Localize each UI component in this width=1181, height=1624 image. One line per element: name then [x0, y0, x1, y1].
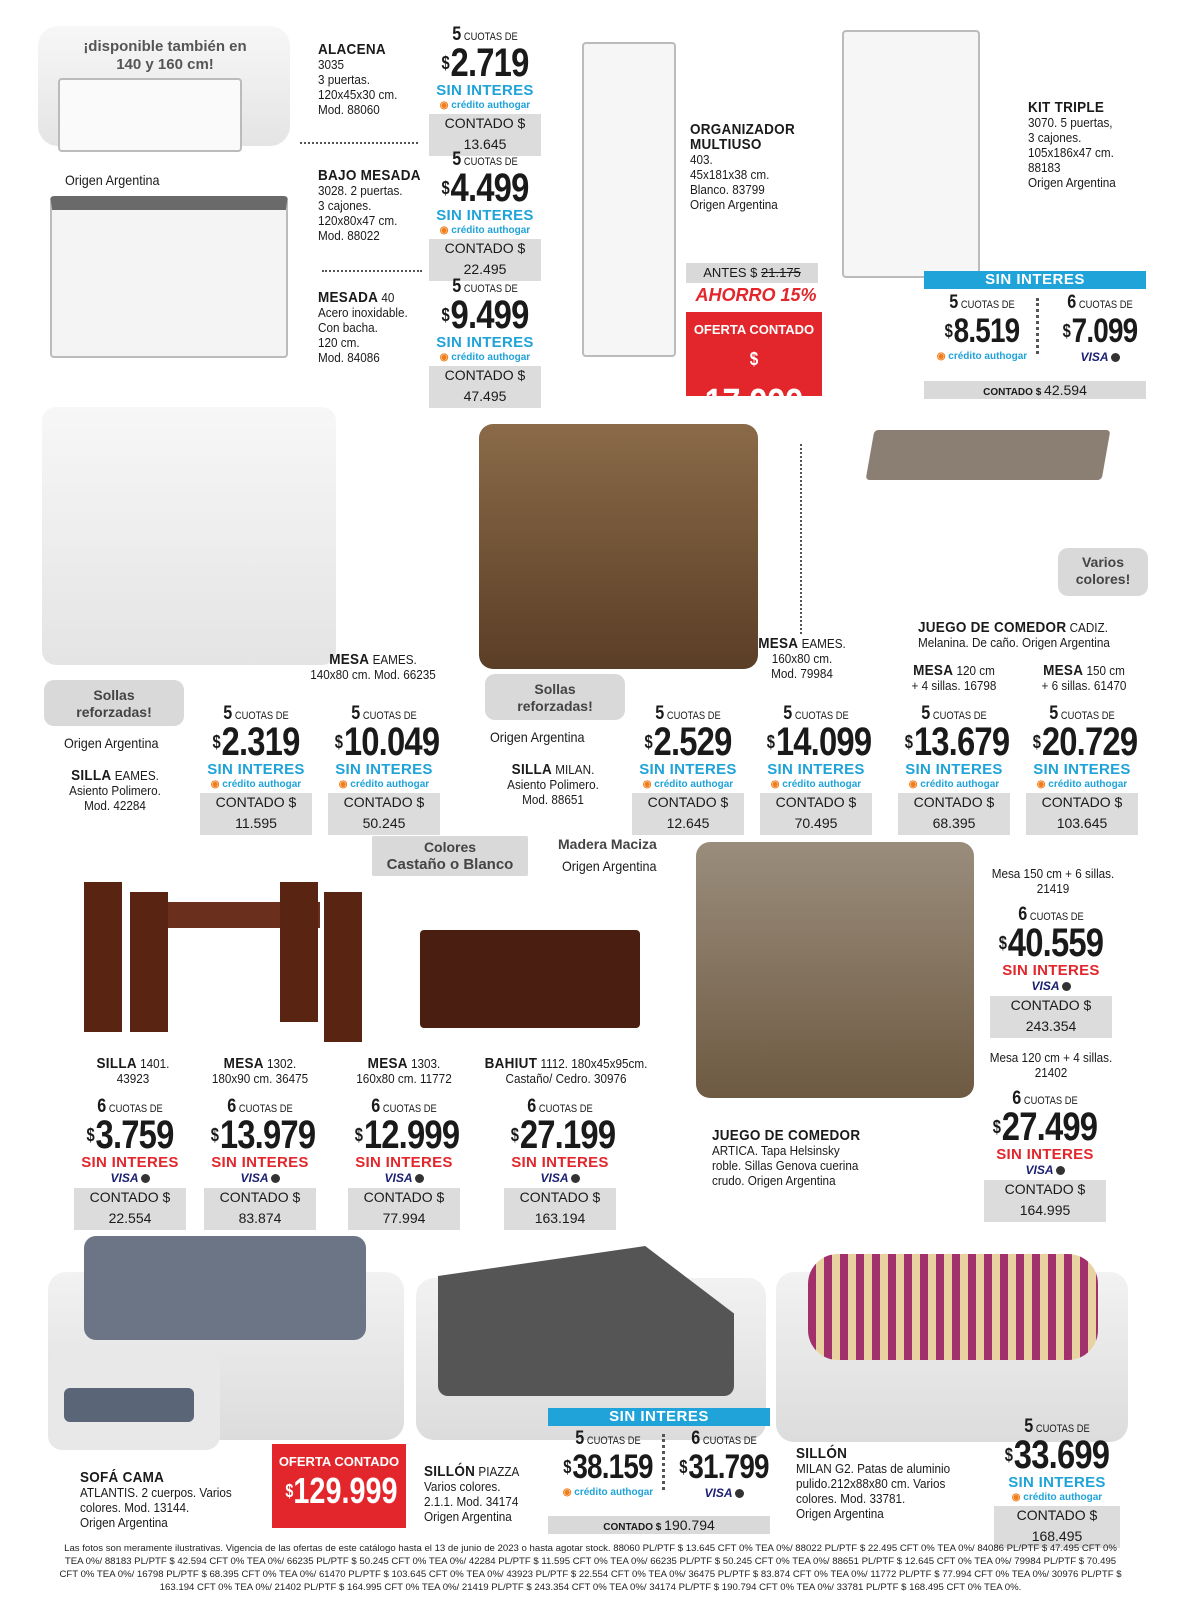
cadiz-price-120: 5 CUOTAS DE $13.679 SIN INTERES ◉ crédito authogar CONTADO $ 68.395 [894, 707, 1014, 835]
wood-madera-maciza: Madera Maciza [558, 836, 657, 852]
divider [1036, 298, 1039, 354]
piazza-contado: CONTADO $ 190.794 [548, 1516, 770, 1534]
kit-contado: CONTADO $ 42.594 [924, 381, 1146, 399]
kit-triple-info: KIT TRIPLE 3070. 5 puertas, 3 cajones. 105x186x47 cm. 88183 Origen Argentina [1028, 99, 1116, 190]
cadiz-mesa150: MESA 150 cm + 6 sillas. 61470 [1041, 662, 1127, 693]
divider [322, 270, 422, 272]
mesada-info: MESADA 40 Acero inoxidable. Con bacha. 120 cm. Mod. 84086 [318, 289, 408, 365]
organizador-info: ORGANIZADOR MULTIUSO 403. 45x181x38 cm. Blanco. 83799 Origen Argentina [690, 121, 795, 212]
bahiut-info: BAHIUT 1112. 180x45x95cm. Castaño/ Cedro. 30976 [484, 1055, 648, 1086]
artica-option-150: Mesa 150 cm + 6 sillas. 21419 [991, 866, 1115, 896]
cadiz-badge: Varios colores! [1058, 548, 1148, 596]
bajo-mesada-price: 5 CUOTAS DE $4.499 SIN INTERES ◉ crédito authogar CONTADO $ 22.495 [425, 153, 545, 281]
organizador-oferta: OFERTA CONTADO $ 17.999 [686, 312, 822, 396]
legal-footer: Las fotos son meramente ilustrativas. Vigencia de las ofertas de este catálogo hasta el 13 de junio de 2023 o hasta agotar stock. 88060 PL/PTF $ 13.645 CFT 0% TEA 0%/ 88022 PL/PTF $ 22.495 CFT 0% TEA 0%/ 84086 PL/PTF $ 47.495 CFT 0% TEA 0%/ 88183 PL/PTF $ 42.594 CFT 0% TEA 0%/ 66235 PL/PTF $ 50.245 CFT 0% TEA 0%/ 42284 PL/PTF $ 11.595 CFT 0% TEA 0%/ 66235 PL/PTF $ 50.245 CFT 0% TEA 0%/ 88651 PL/PTF $ 12.645 CFT 0% TEA 0%/ 79984 PL/PTF $ 70.495 CFT 0% TEA 0%/ 16798 PL/PTF $ 68.395 CFT 0% TEA 0%/ 61470 PL/PTF $ 103.645 CFT 0% TEA 0%/ 43923 PL/PTF $ 22.554 CFT 0% TEA 0%/ 36475 PL/PTF $ 83.874 CFT 0% TEA 0%/ 11772 PL/PTF $ 77.994 CFT 0% TEA 0%/ 30976 PL/PTF $ 163.194 CFT 0% TEA 0%/ 21402 PL/PTF $ 164.995 CFT 0% TEA 0%/ 21419 PL/PTF $ 243.354 CFT 0% TEA 0%/ 34174 PL/PTF $ 190.794 CFT 0% TEA 0%/ 33781 PL/PTF $ 168.495 CFT 0% TEA 0%. [59, 1543, 1122, 1593]
organizador-antes: ANTES $ 21.175 [686, 263, 818, 283]
mesada-price: 5 CUOTAS DE $9.499 SIN INTERES ◉ crédito authogar CONTADO $ 47.495 [425, 280, 545, 408]
cadiz-table-image [866, 430, 1111, 480]
eames160-price-silla: 5 CUOTAS DE $2.529 SIN INTERES ◉ crédito authogar CONTADO $ 12.645 [628, 707, 748, 835]
eames160-badge: Sollas reforzadas! [485, 674, 625, 720]
eames140-origin: Origen Argentina [64, 735, 159, 751]
milan-sofa-image [808, 1254, 1098, 1360]
mesa1302-info: MESA 1302. 180x90 cm. 36475 [211, 1055, 309, 1086]
eames160-mesa-info: MESA EAMES. 160x80 cm. Mod. 79984 [758, 635, 846, 681]
wood-origin: Origen Argentina [562, 858, 657, 874]
kit-sin-interes-bar: SIN INTERES [924, 271, 1146, 289]
bahiut-price: 6 CUOTAS DE $27.199 SIN INTERES VISA CONTADO $ 163.194 [500, 1100, 620, 1230]
divider [800, 444, 802, 634]
kit-triple-image [842, 30, 980, 278]
cadiz-price-150: 5 CUOTAS DE $20.729 SIN INTERES ◉ crédito authogar CONTADO $ 103.645 [1022, 707, 1142, 835]
eames160-price-mesa: 5 CUOTAS DE $14.099 SIN INTERES ◉ crédito authogar CONTADO $ 70.495 [756, 707, 876, 835]
alacena-available-badge: ¡disponible también en 140 y 160 cm! [83, 38, 247, 73]
eames140-photo [42, 407, 336, 665]
organizador-image [582, 42, 676, 357]
alacena-price: 5 CUOTAS DE $2.719 SIN INTERES ◉ crédito authogar CONTADO $ 13.645 [425, 28, 545, 156]
artica-photo [696, 842, 974, 1098]
bahiut-image [420, 930, 640, 1028]
alacena-cabinet-image [58, 78, 242, 152]
artica-option-120: Mesa 120 cm + 4 sillas. 21402 [989, 1050, 1113, 1080]
bajo-mesada-info: BAJO MESADA 3028. 2 puertas. 3 cajones. 120x80x47 cm. Mod. 88022 [318, 167, 421, 243]
sofa-cama-open-photo [48, 1352, 220, 1450]
alacena-info: ALACENA 3035 3 puertas. 120x45x30 cm. Mod. 88060 [318, 41, 398, 117]
sofa-cama-image [84, 1236, 366, 1340]
silla1401-price: 6 CUOTAS DE $3.759 SIN INTERES VISA CONTADO $ 22.554 [70, 1100, 190, 1230]
alacena-origin: Origen Argentina [65, 172, 160, 188]
eames160-photo [479, 424, 758, 669]
eames140-badge: Sollas reforzadas! [44, 680, 184, 726]
kit-price-5: 5 CUOTAS DE $8.519 ◉ crédito authogar [922, 296, 1042, 363]
bajo-mesada-image [50, 196, 288, 358]
eames160-silla-info: SILLA MILAN. Asiento Polimero. Mod. 88651 [507, 761, 599, 807]
artica-price-150: 6 CUOTAS DE $40.559 SIN INTERES VISA CONTADO $ 243.354 [986, 908, 1116, 1038]
eames140-silla-info: SILLA EAMES. Asiento Polimero. Mod. 42284 [69, 767, 161, 813]
cadiz-mesa120: MESA 120 cm + 4 sillas. 16798 [911, 662, 997, 693]
milan-price: 5 CUOTAS DE $33.699 SIN INTERES ◉ crédito authogar CONTADO $ 168.495 [990, 1420, 1124, 1548]
mesa1303-info: MESA 1303. 160x80 cm. 11772 [356, 1055, 452, 1086]
eames140-price-silla: 5 CUOTAS DE $2.319 SIN INTERES ◉ crédito authogar CONTADO $ 11.595 [196, 707, 316, 835]
mesa1303-price: 6 CUOTAS DE $12.999 SIN INTERES VISA CONTADO $ 77.994 [344, 1100, 464, 1230]
piazza-price-6: 6 CUOTAS DE $31.799 VISA [679, 1428, 769, 1500]
piazza-info: SILLÓN PIAZZA Varios colores. 2.1.1. Mod. 34174 Origen Argentina [424, 1463, 520, 1524]
eames140-mesa-info: MESA EAMES. 140x80 cm. Mod. 66235 [310, 651, 436, 682]
cadiz-info: JUEGO DE COMEDOR CADIZ. Melanina. De caño. Origen Argentina [918, 619, 1110, 650]
artica-info: JUEGO DE COMEDOR ARTICA. Tapa Helsinsky roble. Sillas Genova cuerina crudo. Origen Argentina [712, 1127, 861, 1188]
organizador-ahorro: AHORRO 15% [695, 285, 817, 305]
mesa1302-price: 6 CUOTAS DE $13.979 SIN INTERES VISA CONTADO $ 83.874 [200, 1100, 320, 1230]
piazza-sin-interes-bar: SIN INTERES [548, 1408, 770, 1426]
wood-colors-badge: Colores Castaño o Blanco [372, 836, 528, 876]
milan-info: SILLÓN MILAN G2. Patas de aluminio pulido.212x88x80 cm. Varios colores. Mod. 33781. Origen Argentina [796, 1445, 951, 1521]
silla1401-info: SILLA 1401. 43923 [96, 1055, 170, 1086]
artica-price-120: 6 CUOTAS DE $27.499 SIN INTERES VISA CONTADO $ 164.995 [980, 1092, 1110, 1222]
kit-price-6: 6 CUOTAS DE $7.099 VISA [1062, 292, 1138, 364]
sofa-cama-info: SOFÁ CAMA ATLANTIS. 2 cuerpos. Varios colores. Mod. 13144. Origen Argentina [80, 1469, 232, 1530]
divider [300, 142, 418, 144]
piazza-price-5: 5 CUOTAS DE $38.159 ◉ crédito authogar [548, 1432, 668, 1499]
eames160-origin: Origen Argentina [490, 729, 585, 745]
eames140-price-mesa: 5 CUOTAS DE $10.049 SIN INTERES ◉ crédito authogar CONTADO $ 50.245 [324, 707, 444, 835]
piazza-sofa-image [438, 1246, 734, 1396]
sofa-cama-oferta: OFERTA CONTADO $129.999 [272, 1444, 406, 1528]
wood-dining-image [80, 862, 370, 1046]
